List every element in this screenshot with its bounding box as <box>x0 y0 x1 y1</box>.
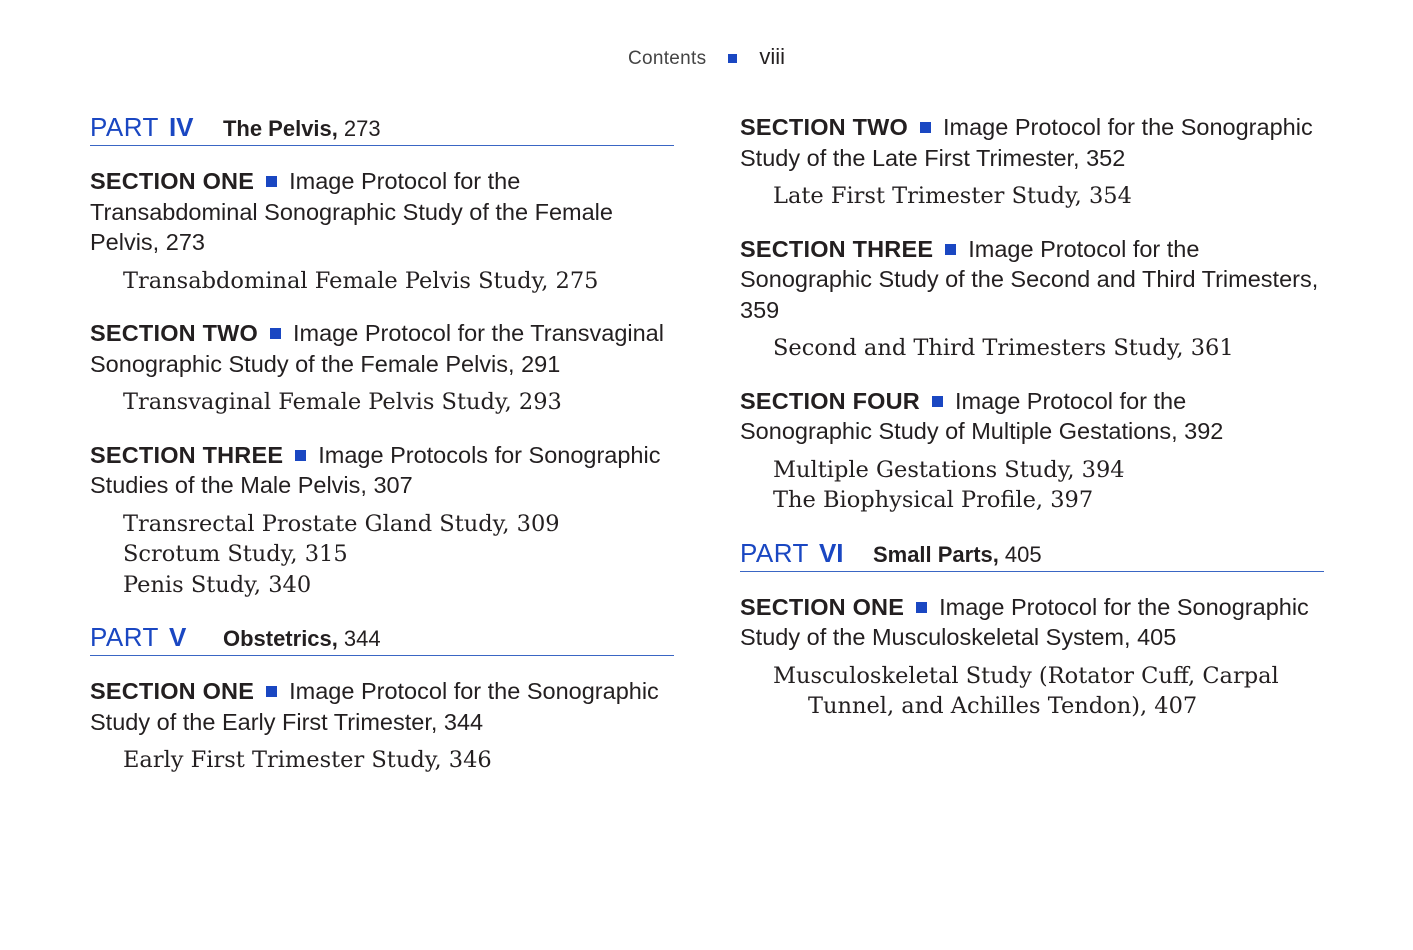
toc-entry[interactable]: Transabdominal Female Pelvis Study, 275 <box>123 267 599 294</box>
square-bullet-icon <box>932 396 943 407</box>
section-title: Image Protocol for the Transvaginal Sonographic Study of the Female Pelvis, 291 <box>90 320 664 377</box>
square-bullet-icon <box>266 176 277 187</box>
toc-entry[interactable]: Scrotum Study, 315 <box>123 541 348 567</box>
square-bullet-icon <box>295 450 306 461</box>
toc-entry[interactable]: Musculoskeletal Study (Rotator Cuff, Carpal Tunnel, and Achilles Tendon), 407 <box>773 662 1279 719</box>
right-column <box>740 112 1324 744</box>
part-number: IV <box>168 112 194 142</box>
square-bullet-icon <box>945 244 956 255</box>
section-label: SECTION ONE <box>90 678 255 704</box>
section-title: Image Protocols for Sonographic Studies of the Male Pelvis, 307 <box>90 441 661 498</box>
part-title: The Pelvis, <box>222 116 338 141</box>
part-vi-heading[interactable] <box>740 538 1324 572</box>
section-title: Image Protocol for the Sonographic Study of Multiple Gestations, 392 <box>740 387 1224 444</box>
part-number: VI <box>818 537 844 568</box>
section-heading[interactable] <box>740 234 1324 326</box>
toc-entry[interactable]: Penis Study, 340 <box>123 571 312 598</box>
part-number: V <box>168 622 187 652</box>
entry-list <box>123 745 674 776</box>
toc-entry[interactable]: Late First Trimester Study, 354 <box>773 183 1132 209</box>
square-bullet-icon <box>270 328 281 339</box>
toc-entry[interactable]: Early First Trimester Study, 346 <box>123 747 492 773</box>
entry-list <box>773 333 1324 364</box>
section-label: SECTION TWO <box>740 114 908 140</box>
toc-entry[interactable]: Multiple Gestations Study, 394 <box>773 456 1125 483</box>
section-heading[interactable] <box>740 112 1324 173</box>
section-label: SECTION FOUR <box>740 387 920 414</box>
section-label: SECTION TWO <box>90 320 258 346</box>
left-column <box>90 112 674 798</box>
page-number: viii <box>759 44 786 69</box>
section-title: Image Protocol for the Sonographic Study of the Second and Third Trimesters, 359 <box>740 235 1319 323</box>
square-bullet-icon <box>920 122 931 133</box>
section-label: SECTION ONE <box>740 593 905 620</box>
part-title: Obstetrics, <box>222 626 338 651</box>
section-title: Image Protocol for the Transabdominal Sonographic Study of the Female Pelvis, 273 <box>90 168 613 255</box>
part-page: 344 <box>343 626 381 651</box>
entry-list <box>773 181 1324 212</box>
part-label: PART <box>740 537 809 568</box>
page-header <box>0 44 1413 70</box>
part-page: 405 <box>1004 541 1042 567</box>
entry-list <box>123 387 674 418</box>
entry-list <box>773 455 1324 516</box>
toc-entry[interactable]: The Biophysical Profile, 397 <box>773 487 1094 513</box>
section-heading[interactable] <box>740 386 1324 447</box>
part-page: 273 <box>343 116 381 141</box>
entry-list <box>123 266 674 297</box>
toc-entry[interactable]: Transrectal Prostate Gland Study, 309 <box>123 510 560 537</box>
section-heading[interactable] <box>90 166 674 258</box>
section-title: Image Protocol for the Sonographic Study of the Early First Trimester, 344 <box>90 678 659 735</box>
toc-entry[interactable]: Transvaginal Female Pelvis Study, 293 <box>123 389 562 415</box>
section-title: Image Protocol for the Sonographic Study of the Late First Trimester, 352 <box>740 114 1313 171</box>
part-label: PART <box>90 622 159 652</box>
header-label: Contents <box>627 48 707 69</box>
square-bullet-icon <box>728 54 737 63</box>
section-label: SECTION THREE <box>90 441 284 468</box>
entry-list <box>773 661 1324 722</box>
section-label: SECTION ONE <box>90 168 255 194</box>
part-title: Small Parts, <box>872 541 999 567</box>
section-heading[interactable] <box>90 676 674 737</box>
section-heading[interactable] <box>90 318 674 379</box>
section-label: SECTION THREE <box>740 235 934 262</box>
section-heading[interactable] <box>740 592 1324 653</box>
part-label: PART <box>90 112 159 142</box>
part-v-heading[interactable] <box>90 622 674 656</box>
square-bullet-icon <box>266 686 277 697</box>
square-bullet-icon <box>916 602 927 613</box>
section-title: Image Protocol for the Sonographic Study of the Musculoskeletal System, 405 <box>740 593 1309 650</box>
entry-list <box>123 509 674 601</box>
toc-entry[interactable]: Second and Third Trimesters Study, 361 <box>773 335 1234 361</box>
part-iv-heading[interactable] <box>90 112 674 146</box>
section-heading[interactable] <box>90 440 674 501</box>
